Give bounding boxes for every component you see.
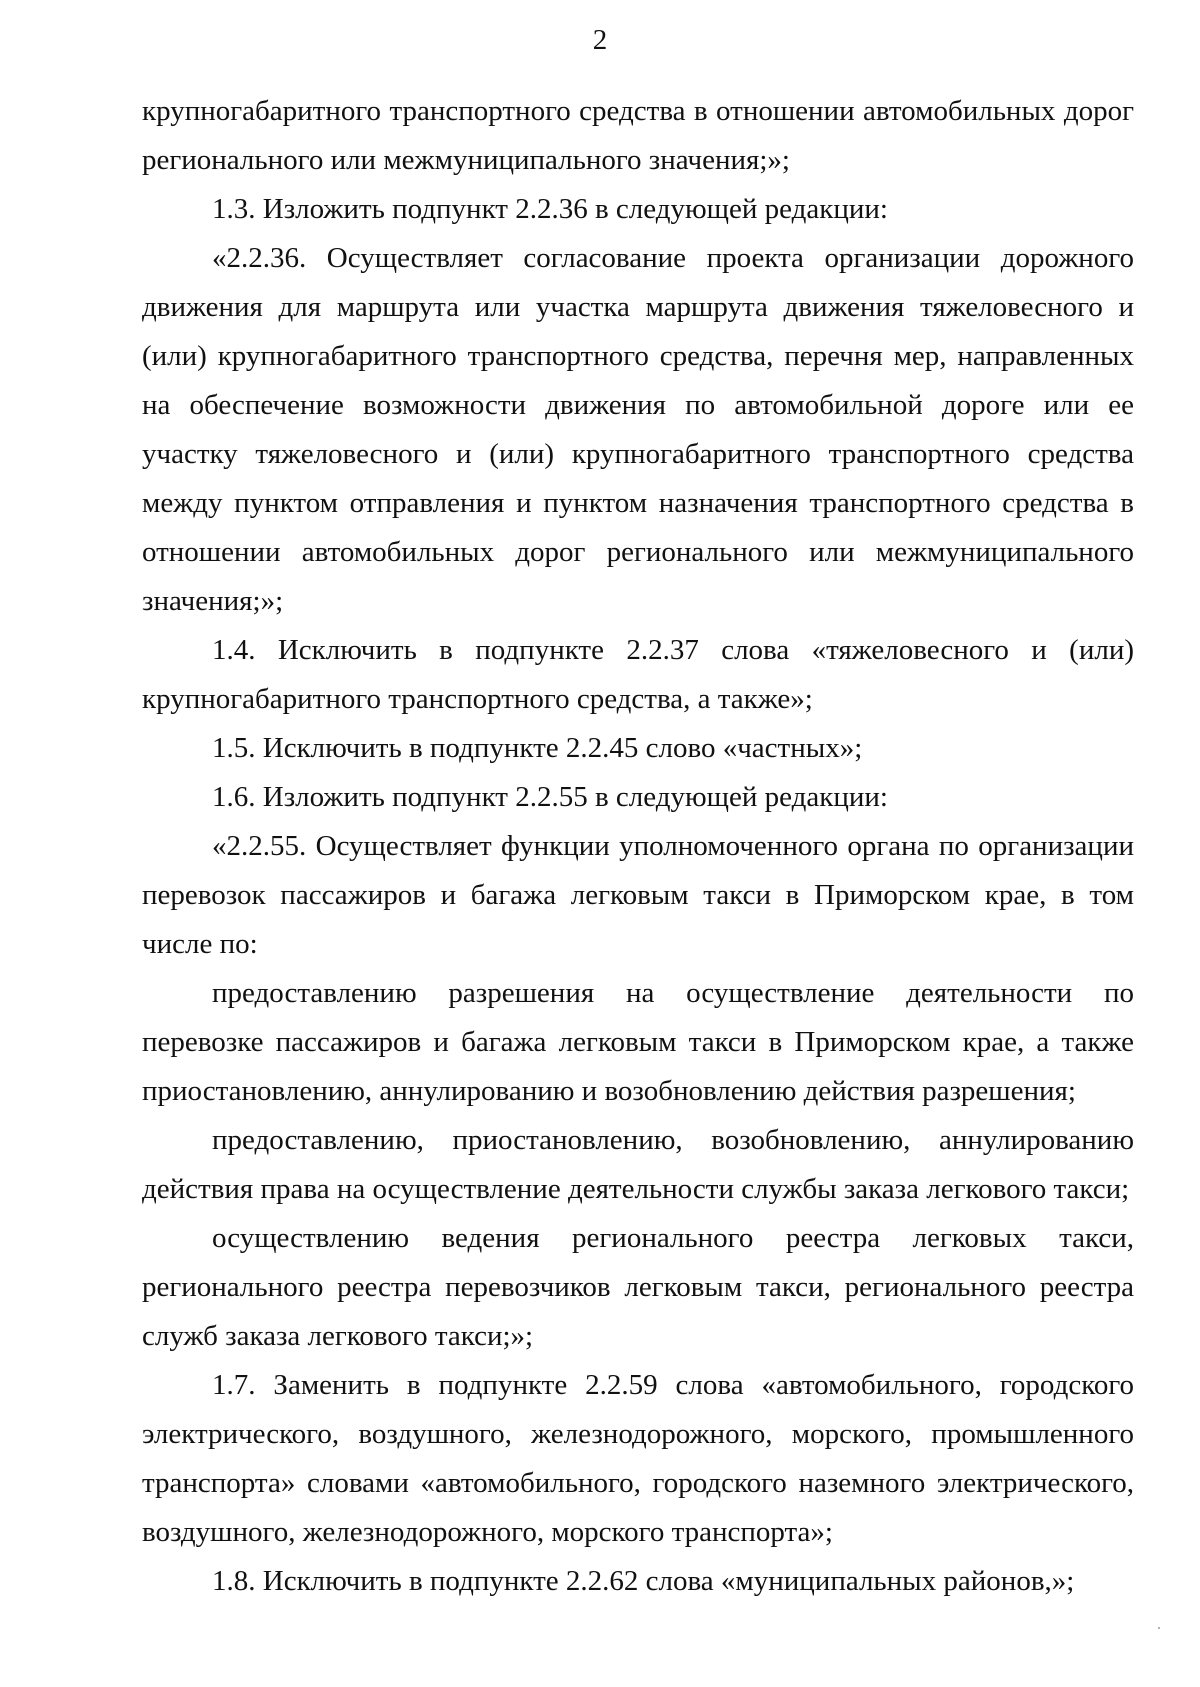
paragraph-taxi-order-service: предоставлению, приостановлению, возобновлению, аннулированию действия права на осуществление деятельности службы заказа легкового такси;	[142, 1124, 1134, 1205]
page-number: 2	[592, 24, 608, 56]
paragraph-subitem-2-2-36: «2.2.36. Осуществляет согласование проекта организации дорожного движения для маршрута или участка маршрута движения тяжеловесного и (или) крупногабаритного транспортного средства, перечня мер, направленных на обеспечение возможности движения по автомобильной дороге или ее участку тяжеловесного и (или) крупногабаритного транспортного средства между пунктом отправления и пунктом назначения транспортного средства в отношении автомобильных дорог регионального или межмуниципального значения;»;	[142, 242, 1134, 617]
paragraph-taxi-permit: предоставлению разрешения на осуществление деятельности по перевозке пассажиров и багажа легковым такси в Приморском крае, а также приостановлению, аннулированию и возобновлению действия разрешения;	[142, 977, 1134, 1107]
document-body	[142, 87, 1134, 1606]
paragraph-subitem-2-2-55: «2.2.55. Осуществляет функции уполномоченного органа по организации перевозок пассажиров и багажа легковым такси в Приморском крае, в том числе по:	[142, 830, 1134, 960]
paragraph-continuation: крупногабаритного транспортного средства в отношении автомобильных дорог регионального или межмуниципального значения;»;	[142, 95, 1134, 176]
paragraph-item-1-3: 1.3. Изложить подпункт 2.2.36 в следующей редакции:	[212, 193, 888, 225]
paragraph-item-1-5: 1.5. Исключить в подпункте 2.2.45 слово «частных»;	[212, 732, 863, 764]
paragraph-item-1-7: 1.7. Заменить в подпункте 2.2.59 слова «автомобильного, городского электрического, воздушного, железнодорожного, морского, промышленного транспорта» словами «автомобильного, городского наземного электрического, воздушного, железнодорожного, морского транспорта»;	[142, 1369, 1134, 1548]
paragraph-item-1-4: 1.4. Исключить в подпункте 2.2.37 слова «тяжеловесного и (или) крупногабаритного транспортного средства, а также»;	[142, 634, 1134, 715]
paragraph-item-1-8: 1.8. Исключить в подпункте 2.2.62 слова «муниципальных районов,»;	[212, 1565, 1075, 1597]
scan-speck	[1158, 1627, 1160, 1629]
paragraph-item-1-6: 1.6. Изложить подпункт 2.2.55 в следующей редакции:	[212, 781, 888, 813]
paragraph-taxi-registries: осуществлению ведения регионального реестра легковых такси, регионального реестра перевозчиков легковым такси, регионального реестра служб заказа легкового такси;»;	[142, 1222, 1134, 1352]
